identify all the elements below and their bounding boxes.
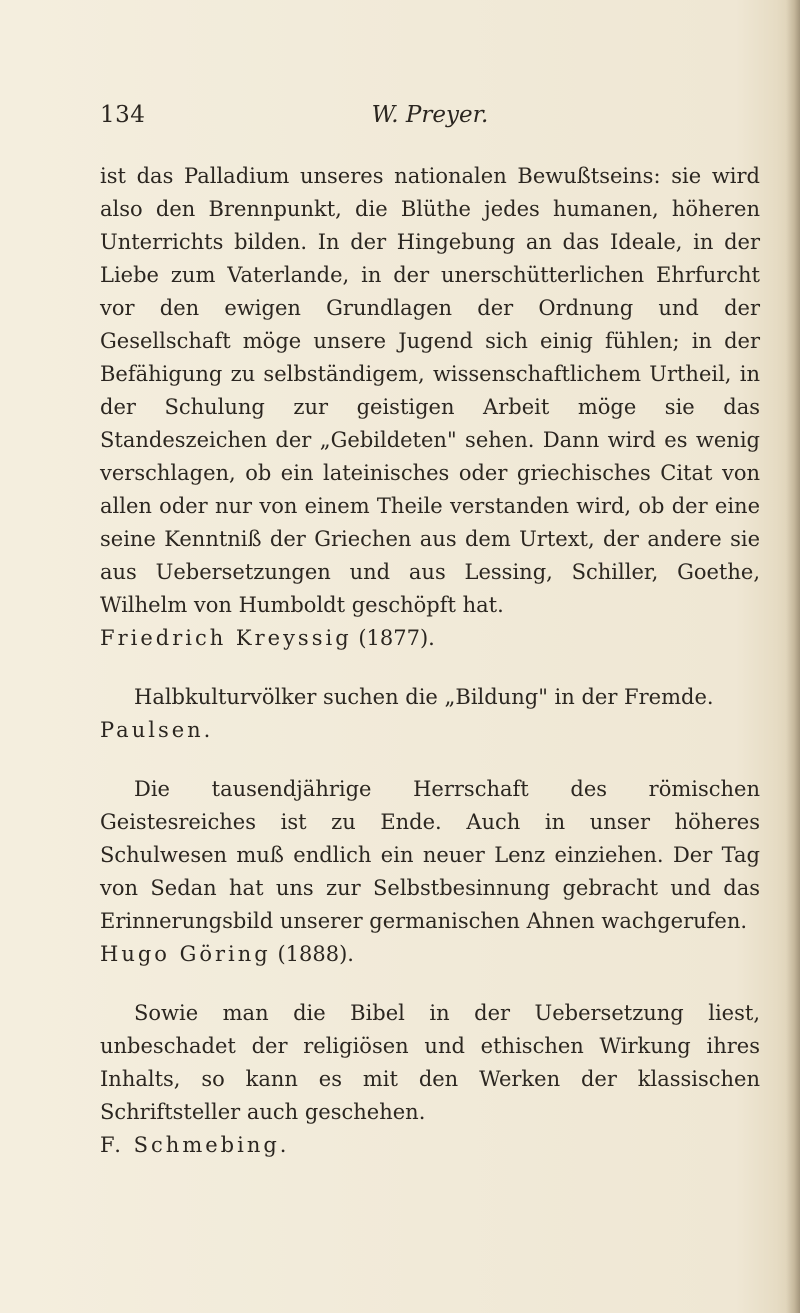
section-gap xyxy=(100,747,760,773)
page-body xyxy=(100,160,760,1162)
quote-author: Hugo Göring xyxy=(100,942,271,966)
quote-paragraph: ist das Palladium unseres nationalen Bewußtseins: sie wird also den Brennpunkt, die Blüthe jedes humanen, höheren Unterrichts bilden. In der Hingebung an das Ideale, in der Liebe zum Vaterlande, in der unerschütterlichen Ehrfurcht vor den ewigen Grundlagen der Ordnung und der Gesellschaft möge unsere Jugend sich einig fühlen; in der Befähigung zu selbständigem, wissenschaftlichem Urtheil, in der Schulung zur geistigen Arbeit möge sie das Standeszeichen der „Gebildeten" sehen. Dann wird es wenig verschlagen, ob ein lateinisches oder griechisches Citat von allen oder nur von einem Theile verstanden wird, ob der eine seine Kenntniß der Griechen aus dem Urtext, der andere sie aus Uebersetzungen und aus Lessing, Schiller, Goethe, Wilhelm von Humboldt geschöpft hat. xyxy=(100,164,760,617)
quote-year: (1877). xyxy=(358,626,435,650)
section-gap xyxy=(100,971,760,997)
page-edge-shadow xyxy=(786,0,800,1313)
section-gap xyxy=(100,655,760,681)
quote-author: F. Schmebing. xyxy=(100,1133,290,1157)
running-head: W. Preyer. xyxy=(371,102,489,128)
quote-paragraph: Die tausendjährige Herrschaft des römischen Geistesreiches ist zu Ende. Auch in unser höheres Schulwesen muß endlich ein neuer Lenz einziehen. Der Tag von Sedan hat uns zur Selbstbesinnung gebracht und das Erinnerungsbild unserer germanischen Ahnen wachgerufen. xyxy=(100,777,760,933)
quote-attribution xyxy=(100,1129,760,1162)
quote-paragraph: Halbkulturvölker suchen die „Bildung" in der Fremde. xyxy=(134,685,714,709)
quote-author: Friedrich Kreyssig xyxy=(100,626,352,650)
page-header xyxy=(100,102,760,136)
quote-attribution xyxy=(100,622,760,655)
quote-attribution xyxy=(100,938,760,971)
quote-attribution xyxy=(100,714,760,747)
quote-year: (1888). xyxy=(277,942,354,966)
quote-paragraph: Sowie man die Bibel in der Uebersetzung liest, unbeschadet der religiösen und ethischen Wirkung ihres Inhalts, so kann es mit den Werken der klassischen Schriftsteller auch geschehen. xyxy=(100,1001,760,1124)
page-number: 134 xyxy=(100,102,146,128)
quote-author: Paulsen. xyxy=(100,718,214,742)
